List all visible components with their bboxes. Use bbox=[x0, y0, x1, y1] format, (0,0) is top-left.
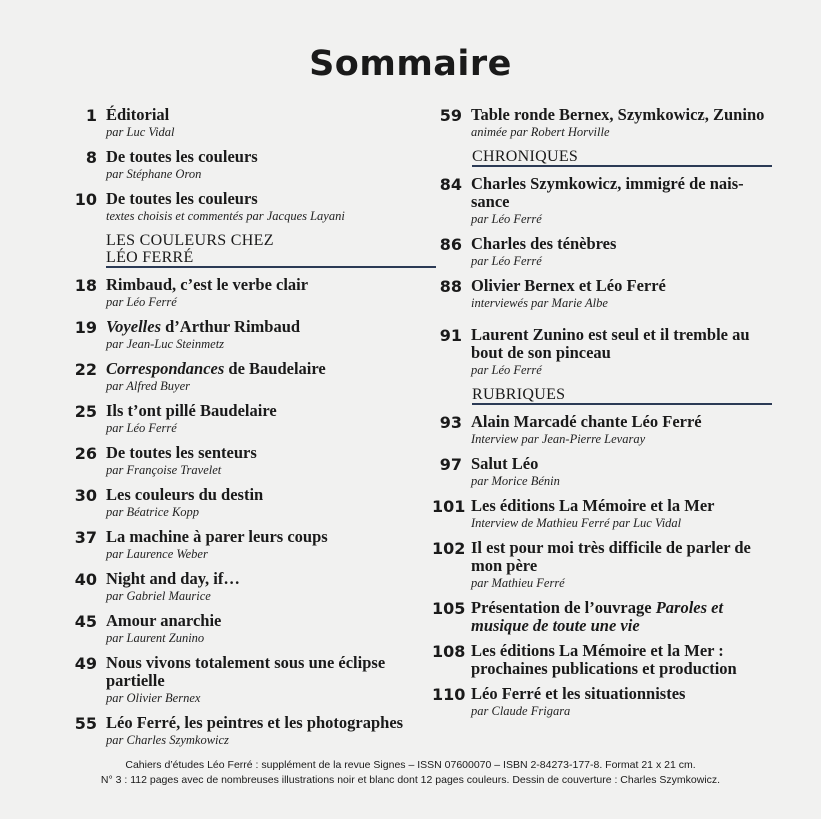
entry-author: par Charles Szymkowicz bbox=[106, 733, 229, 747]
page-number: 10 bbox=[74, 190, 97, 209]
page-number: 26 bbox=[74, 444, 97, 463]
section-line: LES COULEURS CHEZ bbox=[106, 232, 274, 249]
entry-author: Interview par Jean-Pierre Levaray bbox=[471, 432, 646, 446]
entry-author: par Laurent Zunino bbox=[106, 631, 205, 645]
section-heading-rubriques: RUBRIQUES bbox=[472, 386, 772, 405]
entry-title: Alain Marcadé chante Léo Ferré bbox=[471, 412, 702, 431]
contents-left-column bbox=[64, 106, 436, 756]
entry-title: Ils t’ont pillé Baudelaire bbox=[106, 401, 277, 420]
entry-title bbox=[106, 360, 436, 378]
page-number: 108 bbox=[432, 642, 466, 661]
page-number: 25 bbox=[74, 402, 97, 421]
toc-entry bbox=[432, 642, 772, 678]
entry-title: Olivier Bernex et Léo Ferré bbox=[471, 276, 666, 295]
entry-title: De toutes les couleurs bbox=[106, 189, 258, 208]
entry-author: par Léo Ferré bbox=[471, 254, 542, 268]
entry-title-italic: Correspondances bbox=[106, 359, 225, 378]
toc-entry bbox=[432, 455, 772, 490]
toc-entry bbox=[432, 326, 772, 379]
entry-author: textes choisis et commentés par Jacques Layani bbox=[106, 209, 345, 223]
page-number: 1 bbox=[85, 106, 97, 125]
section-line: LÉO FERRÉ bbox=[106, 249, 194, 266]
page-number: 55 bbox=[74, 714, 97, 733]
contents-right-column bbox=[432, 106, 772, 727]
entry-title: De toutes les senteurs bbox=[106, 443, 257, 462]
entry-author: par Laurence Weber bbox=[106, 547, 208, 561]
entry-title-rest: d’Arthur Rimbaud bbox=[161, 317, 301, 336]
entry-author: par Léo Ferré bbox=[106, 295, 177, 309]
entry-author: Interview de Mathieu Ferré par Luc Vidal bbox=[471, 516, 682, 530]
entry-title-rest: de Baudelaire bbox=[224, 359, 326, 378]
entry-title-italic: Voyelles bbox=[106, 317, 161, 336]
toc-entry bbox=[64, 654, 436, 707]
toc-entry bbox=[64, 360, 436, 395]
entry-title: Il est pour moi très difficile de parler de mon père bbox=[471, 538, 751, 575]
page-number: 37 bbox=[74, 528, 97, 547]
page-number: 110 bbox=[432, 685, 466, 704]
entry-title: La machine à parer leurs coups bbox=[106, 527, 328, 546]
entry-title: Les éditions La Mémoire et la Mer bbox=[471, 496, 715, 515]
entry-title: Les éditions La Mémoire et la Mer : prochaines publications et production bbox=[471, 641, 737, 678]
page-number: 22 bbox=[74, 360, 97, 379]
entry-title: Salut Léo bbox=[471, 454, 539, 473]
page-number: 19 bbox=[74, 318, 97, 337]
page-number: 93 bbox=[439, 413, 462, 432]
entry-author: par Béatrice Kopp bbox=[106, 505, 200, 519]
toc-entry bbox=[64, 148, 436, 183]
page-number: 40 bbox=[74, 570, 97, 589]
toc-entry bbox=[432, 685, 772, 720]
toc-entry bbox=[64, 190, 436, 225]
toc-entry bbox=[432, 413, 772, 448]
entry-title: Table ronde Bernex, Szymkowicz, Zunino bbox=[471, 105, 765, 124]
entry-title: De toutes les couleurs bbox=[106, 147, 258, 166]
entry-title: Léo Ferré et les situationnistes bbox=[471, 684, 686, 703]
entry-author: par Alfred Buyer bbox=[106, 379, 191, 393]
entry-author: par Léo Ferré bbox=[471, 212, 542, 226]
entry-title: Amour anarchie bbox=[106, 611, 222, 630]
page-number: 59 bbox=[439, 106, 462, 125]
entry-title: Rimbaud, c’est le verbe clair bbox=[106, 275, 309, 294]
page-number: 97 bbox=[439, 455, 462, 474]
entry-author: par Mathieu Ferré bbox=[471, 576, 565, 590]
page-number: 91 bbox=[439, 326, 462, 345]
entry-author: par Morice Bénin bbox=[471, 474, 560, 488]
toc-entry bbox=[432, 277, 772, 312]
entry-author: par Stéphane Oron bbox=[106, 167, 202, 181]
entry-title: Charles des ténèbres bbox=[471, 234, 617, 253]
page-number: 88 bbox=[439, 277, 462, 296]
entry-author: par Jean-Luc Steinmetz bbox=[106, 337, 225, 351]
toc-entry bbox=[64, 486, 436, 521]
toc-entry bbox=[64, 318, 436, 353]
section-heading-chroniques: CHRONIQUES bbox=[472, 148, 772, 167]
entry-title bbox=[471, 599, 772, 635]
page-number: 105 bbox=[432, 599, 466, 618]
entry-author: animée par Robert Horville bbox=[471, 125, 610, 139]
toc-entry bbox=[64, 612, 436, 647]
page-number: 30 bbox=[74, 486, 97, 505]
entry-author: par Olivier Bernex bbox=[106, 691, 201, 705]
entry-title: Nous vivons totalement sous une éclipse partielle bbox=[106, 653, 386, 690]
toc-entry bbox=[64, 444, 436, 479]
toc-entry bbox=[64, 570, 436, 605]
page-number: 45 bbox=[74, 612, 97, 631]
toc-entry bbox=[432, 235, 772, 270]
toc-entry bbox=[432, 175, 772, 228]
toc-entry bbox=[64, 714, 436, 749]
section-heading-couleurs bbox=[106, 232, 436, 268]
entry-author: par Claude Frigara bbox=[471, 704, 571, 718]
toc-entry bbox=[432, 106, 772, 141]
entry-author: par Léo Ferré bbox=[106, 421, 177, 435]
entry-author: par Luc Vidal bbox=[106, 125, 175, 139]
entry-title: Charles Szymkowicz, immigré de nais-sance bbox=[471, 174, 744, 211]
entry-title-rest: Présentation de l’ouvrage bbox=[471, 598, 656, 617]
entry-title: Night and day, if… bbox=[106, 569, 240, 588]
entry-title-italic: Paroles et musique de toute une vie bbox=[471, 598, 724, 635]
colophon-line: Cahiers d’études Léo Ferré : supplément de la revue Signes – ISSN 07600070 – ISBN 2-84273-177-8. Format 21 x 21 cm. bbox=[125, 759, 696, 771]
page-number: 101 bbox=[432, 497, 466, 516]
page-title: Sommaire bbox=[309, 44, 512, 84]
toc-entry bbox=[432, 497, 772, 532]
page-number: 86 bbox=[439, 235, 462, 254]
toc-entry bbox=[64, 106, 436, 141]
page-number: 49 bbox=[74, 654, 97, 673]
entry-author: interviewés par Marie Albe bbox=[471, 296, 608, 310]
entry-title: Éditorial bbox=[106, 105, 170, 124]
entry-author: par Gabriel Maurice bbox=[106, 589, 211, 603]
entry-author: par Françoise Travelet bbox=[106, 463, 222, 477]
colophon bbox=[0, 758, 821, 788]
entry-title bbox=[106, 318, 436, 336]
page-number: 8 bbox=[85, 148, 97, 167]
toc-entry bbox=[64, 276, 436, 311]
toc-entry bbox=[432, 599, 772, 635]
colophon-line: N° 3 : 112 pages avec de nombreuses illustrations noir et blanc dont 12 pages couleurs. Dessin de couverture : Charles Szymkowicz. bbox=[100, 774, 721, 786]
entry-title: Léo Ferré, les peintres et les photographes bbox=[106, 713, 404, 732]
page-number: 102 bbox=[432, 539, 466, 558]
toc-entry bbox=[432, 539, 772, 592]
entry-title: Laurent Zunino est seul et il tremble au bout de son pinceau bbox=[471, 325, 750, 362]
toc-entry bbox=[64, 402, 436, 437]
entry-title: Les couleurs du destin bbox=[106, 485, 264, 504]
page-number: 18 bbox=[74, 276, 97, 295]
page-number: 84 bbox=[439, 175, 462, 194]
toc-entry bbox=[64, 528, 436, 563]
entry-author: par Léo Ferré bbox=[471, 363, 542, 377]
